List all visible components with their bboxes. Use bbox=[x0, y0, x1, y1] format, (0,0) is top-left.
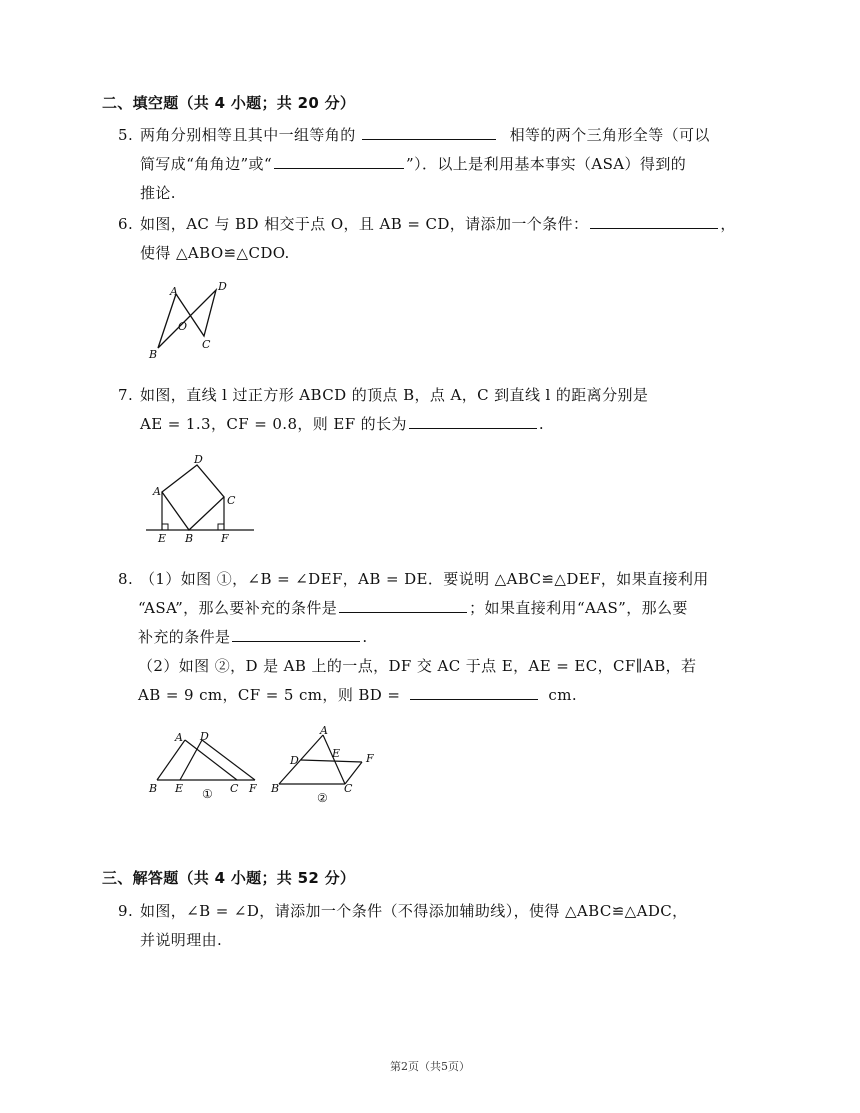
label-C: C bbox=[344, 782, 353, 795]
segment-AB bbox=[157, 740, 185, 780]
figure-q8 bbox=[140, 722, 390, 804]
question-5-line-1: 5. 两角分别相等且其中一组等角的 相等的两个三角形全等（可以 bbox=[118, 126, 710, 144]
question-5-line-2: 简写成“角角边”或“ ”）．以上是利用基本事实（ASA）得到的 bbox=[140, 155, 687, 173]
label-D: D bbox=[194, 453, 203, 466]
answer-blank[interactable] bbox=[409, 414, 537, 429]
answer-blank[interactable] bbox=[590, 214, 718, 229]
question-7-line-2: AE = 1.3，CF = 0.8，则 EF 的长为 . bbox=[140, 415, 545, 433]
label-B: B bbox=[185, 532, 194, 545]
question-5-line-3: 推论. bbox=[140, 184, 176, 202]
label-B: B bbox=[149, 782, 158, 795]
label-A: A bbox=[170, 285, 178, 298]
label-D: D bbox=[290, 754, 299, 767]
answer-blank[interactable] bbox=[274, 154, 404, 169]
segment-DE bbox=[180, 740, 202, 780]
question-number: 9. bbox=[118, 902, 134, 920]
label-C: C bbox=[230, 782, 239, 795]
figure-q7-square bbox=[140, 450, 260, 545]
label-C: C bbox=[227, 494, 236, 507]
question-8-line-1: 8. （1）如图 ①，∠B = ∠DEF，AB = DE．要说明 △ABC≌△DEF，如果直接利用 bbox=[118, 570, 709, 588]
question-8-line-3: 补充的条件是 . bbox=[138, 628, 368, 646]
segment-DF bbox=[301, 760, 362, 762]
label-B: B bbox=[149, 348, 158, 361]
page-footer: 第2页（共5页） bbox=[390, 1060, 470, 1073]
question-8-line-4: （2）如图 ②，D 是 AB 上的一点，DF 交 AC 于点 E，AE = EC，CF∥AB，若 bbox=[138, 657, 697, 675]
right-angle-F bbox=[218, 524, 224, 530]
label-F: F bbox=[221, 532, 229, 545]
answer-blank[interactable] bbox=[362, 125, 496, 140]
answer-blank[interactable] bbox=[232, 627, 360, 642]
question-7-line-1: 7. 如图，直线 l 过正方形 ABCD 的顶点 B，点 A，C 到直线 l 的距离分别是 bbox=[118, 386, 649, 404]
question-number: 5. bbox=[118, 126, 134, 144]
question-number: 8. bbox=[118, 570, 134, 588]
label-O: O bbox=[178, 320, 188, 333]
question-6-line-1: 6. 如图，AC 与 BD 相交于点 O，且 AB = CD，请添加一个条件： ， bbox=[118, 215, 736, 233]
question-9-line-2: 并说明理由. bbox=[140, 931, 223, 949]
answer-blank[interactable] bbox=[339, 598, 467, 613]
figure-q6-bowtie bbox=[140, 276, 240, 366]
question-8-line-5: AB = 9 cm，CF = 5 cm，则 BD = cm. bbox=[138, 686, 577, 704]
label-A: A bbox=[175, 731, 183, 744]
label-D: D bbox=[218, 280, 227, 293]
segment-CF bbox=[345, 762, 362, 784]
label-E: E bbox=[175, 782, 184, 795]
label-A: A bbox=[320, 724, 328, 737]
figure-q8-1 bbox=[148, 730, 257, 801]
segment-AB bbox=[279, 735, 323, 784]
answer-blank[interactable] bbox=[410, 685, 538, 700]
figure-q8-2 bbox=[270, 724, 374, 804]
label-D: D bbox=[200, 730, 209, 743]
question-number: 6. bbox=[118, 215, 134, 233]
question-6-line-2: 使得 △ABO≌△CDO. bbox=[140, 244, 290, 262]
label-E: E bbox=[332, 747, 341, 760]
section-title-fill-in: 二、填空题（共 4 小题；共 20 分） bbox=[102, 94, 356, 112]
square-ABCD bbox=[162, 465, 224, 530]
label-F: F bbox=[249, 782, 257, 795]
label-B: B bbox=[271, 782, 280, 795]
question-8-line-2: “ASA”，那么要补充的条件是 ；如果直接利用“AAS”，那么要 bbox=[138, 599, 688, 617]
question-number: 7. bbox=[118, 386, 134, 404]
label-E: E bbox=[158, 532, 167, 545]
figure-caption-2: ② bbox=[317, 791, 328, 804]
label-F: F bbox=[366, 752, 374, 765]
label-C: C bbox=[202, 338, 211, 351]
question-9-line-1: 9. 如图，∠B = ∠D，请添加一个条件（不得添加辅助线），使得 △ABC≌△ADC， bbox=[118, 902, 688, 920]
label-A: A bbox=[153, 485, 161, 498]
figure-caption-1: ① bbox=[202, 787, 213, 801]
section-title-answer: 三、解答题（共 4 小题；共 52 分） bbox=[102, 869, 356, 887]
right-angle-E bbox=[162, 524, 168, 530]
